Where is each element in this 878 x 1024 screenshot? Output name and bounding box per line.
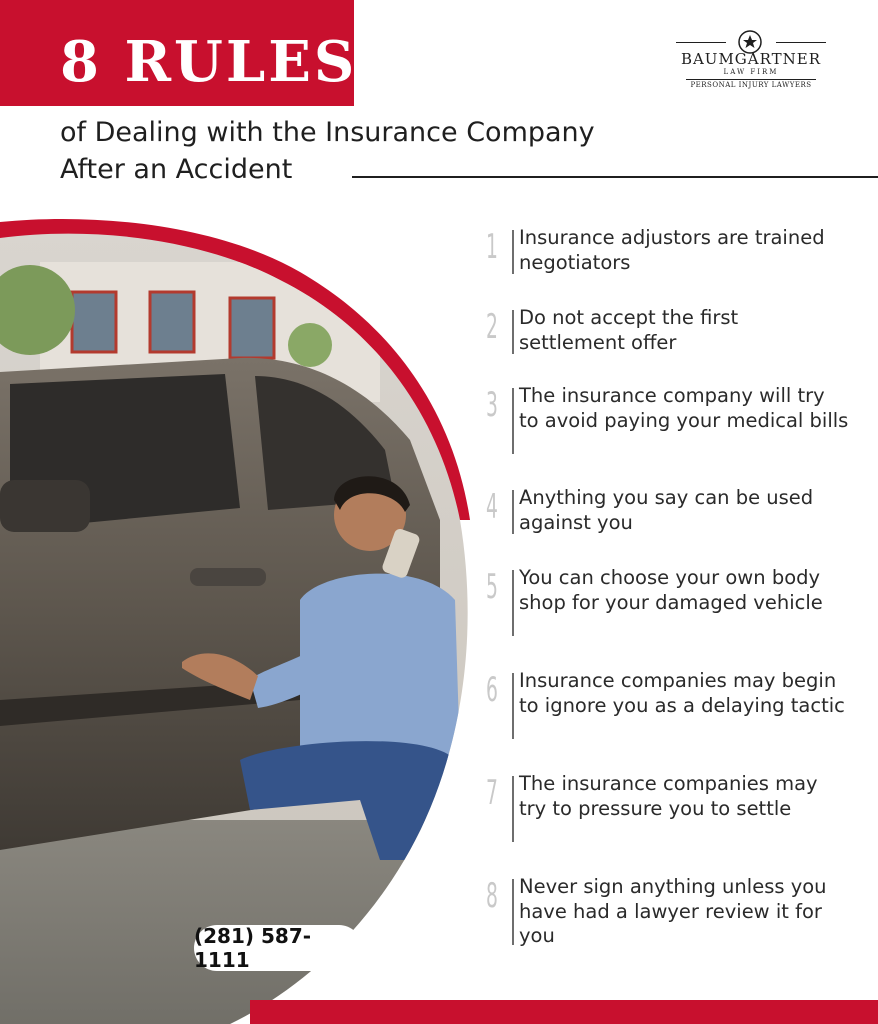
rule-text: Insurance companies may begin to ignore you as a delaying tactic xyxy=(519,669,845,717)
logo-wing-right xyxy=(776,42,826,43)
rule-divider xyxy=(512,388,514,454)
rule-divider xyxy=(512,310,514,354)
rule-number: 5 xyxy=(486,567,498,607)
rule-divider xyxy=(512,673,514,739)
rule-text: Insurance adjustors are trained negotiators xyxy=(519,226,825,274)
logo-name: BAUMGARTNER xyxy=(680,50,822,68)
firm-logo xyxy=(676,30,826,92)
bottom-accent-band xyxy=(250,1000,878,1024)
rule-number: 7 xyxy=(486,773,498,813)
rule-text: Anything you say can be used against you xyxy=(519,486,814,534)
star-icon xyxy=(738,30,762,54)
rule-number: 3 xyxy=(486,385,498,425)
logo-subtitle: LAW FIRM xyxy=(723,68,779,76)
rule-divider xyxy=(512,570,514,636)
rule-text: The insurance companies may try to pressure you to settle xyxy=(519,772,818,820)
rule-divider xyxy=(512,490,514,534)
rule-number: 1 xyxy=(486,227,498,267)
rule-divider xyxy=(512,230,514,274)
rule-number: 4 xyxy=(486,487,498,527)
rule-number: 8 xyxy=(486,876,498,916)
rule-number: 2 xyxy=(486,307,498,347)
rule-text: The insurance company will try to avoid paying your medical bills xyxy=(519,384,849,432)
divider-line xyxy=(352,176,878,178)
rule-text: Do not accept the first settlement offer xyxy=(519,306,739,354)
phone-number[interactable]: (281) 587-1111 xyxy=(194,925,362,971)
rule-number: 6 xyxy=(486,670,498,710)
page-title: 8 RULES xyxy=(60,29,358,95)
logo-tagline: PERSONAL INJURY LAWYERS xyxy=(686,79,816,90)
subtitle-line-1: of Dealing with the Insurance Company xyxy=(60,117,595,148)
rule-divider xyxy=(512,879,514,945)
logo-wing-left xyxy=(676,42,726,43)
rule-divider xyxy=(512,776,514,842)
rule-text: Never sign anything unless you have had a lawyer review it for you xyxy=(519,875,827,947)
subtitle-line-2: After an Accident xyxy=(60,154,293,185)
rule-text: You can choose your own body shop for your damaged vehicle xyxy=(519,566,823,614)
